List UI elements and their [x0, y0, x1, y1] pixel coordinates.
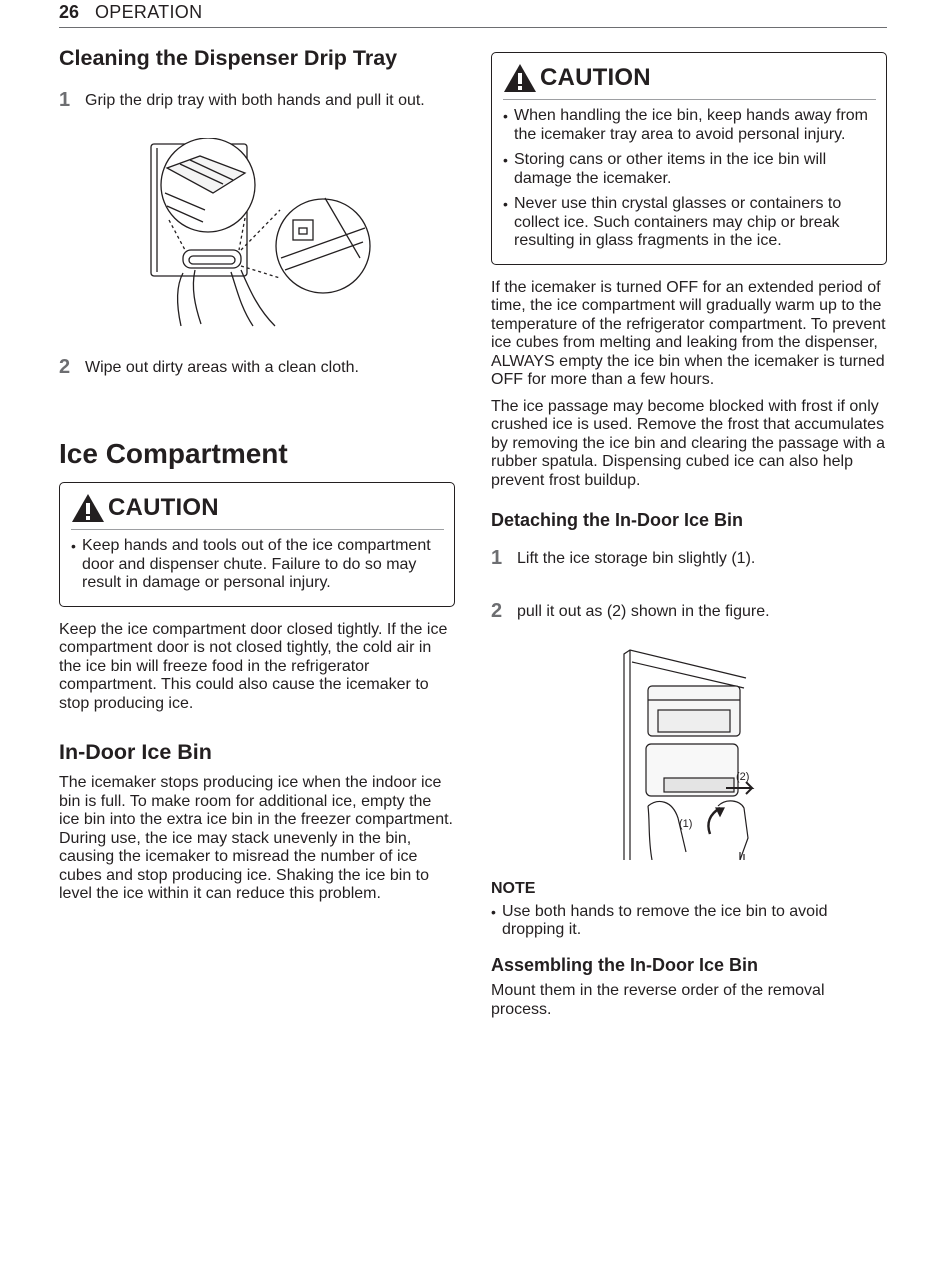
- caution-box-ice-compartment: [59, 482, 455, 607]
- step-number: 1: [59, 88, 71, 111]
- page-number: 26: [59, 2, 80, 22]
- caution-header: [71, 493, 444, 530]
- note-title: NOTE: [491, 879, 536, 897]
- caution-box-ice-bin: [491, 52, 887, 265]
- drip-tray-heading: Cleaning the Dispenser Drip Tray: [59, 46, 398, 70]
- step-text: Wipe out dirty areas with a clean cloth.: [85, 358, 359, 376]
- icemaker-off-paragraph: If the icemaker is turned OFF for an extended period of time, the ice compartment will gradually warm up to the temperature of the refrigerator compartment. To prevent ice cubes from melting and leaking from the dispenser, ALWAYS empty the ice bin when the icemaker is turned OFF for more than a few hours.: [491, 278, 886, 388]
- note-list: [491, 903, 887, 940]
- caution-item: • Keep hands and tools out of the ice compartment door and dispenser chute. Failure to do so may result in damage or personal injury.: [71, 537, 444, 593]
- step-text: pull it out as (2) shown in the figure.: [517, 602, 770, 620]
- section-name: OPERATION: [95, 2, 203, 22]
- step-number: 2: [491, 599, 503, 622]
- ice-compartment-paragraph: Keep the ice compartment door closed tightly. If the ice compartment door is not closed tightly, the cold air in the ice bin will freeze food in the refrigerator compartment. This could also cause the icemaker to stop producing ice.: [59, 620, 448, 712]
- drip-tray-step-1: [59, 89, 455, 112]
- caution-list: [71, 537, 444, 593]
- figure-label-2: (2): [736, 770, 750, 783]
- assembling-paragraph: Mount them in the reverse order of the removal process.: [491, 982, 825, 1018]
- page-header: [59, 0, 887, 28]
- frost-paragraph: The ice passage may become blocked with frost if only crushed ice is used. Remove the frost that accumulates by removing the ice bin and clearing the passage with a rubber spatula. Dispensing cubed ice can also help prevent frost buildup.: [491, 397, 886, 489]
- warning-triangle-icon: [71, 493, 105, 523]
- assembling-heading: Assembling the In-Door Ice Bin: [491, 954, 759, 975]
- caution-title: CAUTION: [108, 494, 219, 522]
- in-door-ice-bin-heading: In-Door Ice Bin: [59, 740, 212, 765]
- drip-tray-illustration: [145, 138, 375, 328]
- caution-item: • Storing cans or other items in the ice bin will damage the icemaker.: [503, 151, 876, 188]
- figure-label-1: (1): [679, 817, 693, 830]
- ice-bin-illustration: [622, 648, 762, 860]
- detaching-heading: Detaching the In-Door Ice Bin: [491, 510, 744, 530]
- caution-list: [503, 107, 876, 251]
- right-column: [491, 52, 887, 1019]
- detaching-step-2: [491, 600, 887, 623]
- note-item: • Use both hands to remove the ice bin to avoid dropping it.: [491, 903, 887, 940]
- step-text: Lift the ice storage bin slightly (1).: [517, 549, 756, 567]
- detaching-step-1: [491, 547, 887, 570]
- step-text: Grip the drip tray with both hands and pull it out.: [85, 91, 425, 109]
- left-column: [59, 46, 455, 904]
- caution-header: [503, 63, 876, 100]
- warning-triangle-icon: [503, 63, 537, 93]
- caution-item: • Never use thin crystal glasses or containers to collect ice. Such containers may chip or break resulting in glass fragments in the ice.: [503, 195, 876, 251]
- step-number: 2: [59, 355, 71, 378]
- drip-tray-step-2: [59, 356, 455, 379]
- ice-compartment-heading: Ice Compartment: [59, 437, 288, 469]
- caution-title: CAUTION: [540, 64, 651, 91]
- in-door-ice-bin-paragraph: The icemaker stops producing ice when the indoor ice bin is full. To make room for additional ice, empty the ice bin into the extra ice bin in the freezer compartment. During use, the ice may stack unevenly in the bin, causing the icemaker to misread the number of ice cubes and stop producing ice. Shaking the ice bin to level the ice within it can reduce this problem.: [59, 774, 453, 903]
- caution-item: • When handling the ice bin, keep hands away from the icemaker tray area to avoid personal injury.: [503, 107, 876, 144]
- step-number: 1: [491, 546, 503, 569]
